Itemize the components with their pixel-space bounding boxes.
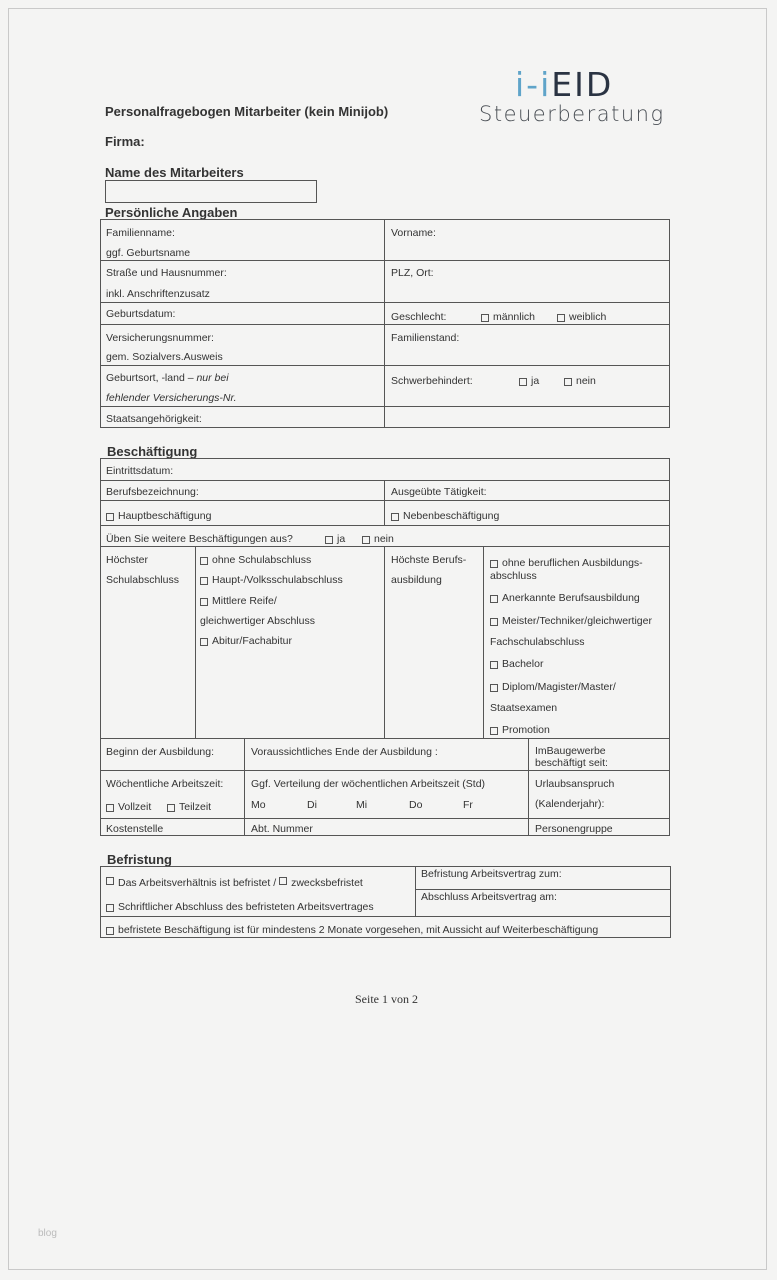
schwerbehindert-label: Schwerbehindert: — [391, 375, 473, 387]
staat-label: Staatsangehörigkeit: — [106, 413, 202, 425]
section-befristung: Befristung — [107, 852, 172, 867]
schule-option-mittlere-2: gleichwertiger Abschluss — [200, 615, 315, 627]
familienstand-label: Familienstand: — [391, 332, 460, 344]
taetigkeit-label: Ausgeübte Tätigkeit: — [391, 486, 487, 498]
ausbildung-option-diplom[interactable]: Diplom/Magister/Master/ — [490, 681, 616, 694]
employee-name-label: Name des Mitarbeiters — [105, 165, 244, 180]
befristet-option[interactable]: Das Arbeitsverhältnis ist befristet / zwecksbefristet — [106, 877, 363, 890]
plz-label: PLZ, Ort: — [391, 267, 434, 279]
ausbildung-option-bachelor[interactable]: Bachelor — [490, 658, 543, 671]
vertrag-zum-label: Befristung Arbeitsvertrag zum: — [421, 868, 562, 880]
weitere-ja[interactable]: ja — [325, 533, 345, 546]
personen-label: Personengruppe — [535, 823, 613, 835]
ausbildung-option-meister-2: Fachschulabschluss — [490, 636, 585, 648]
berufsausbildung-label-2: ausbildung — [391, 574, 442, 586]
employee-name-field[interactable] — [105, 180, 317, 203]
checkbox-icon — [490, 595, 498, 603]
abt-label: Abt. Nummer — [251, 823, 313, 835]
maennlich-option[interactable]: männlich — [481, 311, 535, 324]
weitere-nein[interactable]: nein — [362, 533, 394, 546]
versicherung-label: Versicherungsnummer: — [106, 332, 214, 344]
checkbox-icon — [490, 618, 498, 626]
section-personal: Persönliche Angaben — [105, 205, 238, 220]
checkbox-icon — [391, 513, 399, 521]
beginn-label: Beginn der Ausbildung: — [106, 746, 214, 758]
bau-label-2: beschäftigt seit: — [535, 757, 608, 769]
familienname-label: Familienname: — [106, 227, 175, 239]
urlaub-label-2: (Kalenderjahr): — [535, 798, 605, 810]
ausbildung-option-ohne[interactable]: ohne beruflichen Ausbildungs- — [490, 557, 643, 570]
ausbildung-option-diplom-2: Staatsexamen — [490, 702, 558, 714]
schule-option-haupt[interactable]: Haupt-/Volksschulabschluss — [200, 574, 343, 587]
schule-option-abitur[interactable]: Abitur/Fachabitur — [200, 635, 292, 648]
verteilung-label: Ggf. Verteilung der wöchentlichen Arbeitszeit (Std) — [251, 778, 486, 790]
weitere-label: Üben Sie weitere Beschäftigungen aus? — [106, 533, 293, 545]
checkbox-icon — [279, 877, 287, 885]
day-fr: Fr — [463, 799, 473, 811]
ausbildung-option-anerkannt[interactable]: Anerkannte Berufsausbildung — [490, 592, 640, 605]
geburtsname-label: ggf. Geburtsname — [106, 247, 191, 259]
checkbox-icon — [200, 638, 208, 646]
schwerbehindert-ja[interactable]: ja — [519, 375, 539, 388]
checkbox-icon — [481, 314, 489, 322]
schwerbehindert-nein[interactable]: nein — [564, 375, 596, 388]
checkbox-icon — [519, 378, 527, 386]
ausbildung-option-promotion[interactable]: Promotion — [490, 724, 550, 737]
geburtsort-label: Geburtsort, -land – nur bei — [106, 372, 229, 384]
page-number: Seite 1 von 2 — [355, 992, 418, 1006]
ende-label: Voraussichtliches Ende der Ausbildung : — [251, 746, 438, 758]
sozialvers-label: gem. Sozialvers.Ausweis — [106, 351, 223, 363]
schriftlich-option[interactable]: Schriftlicher Abschluss des befristeten Arbeitsvertrages — [106, 901, 374, 914]
schule-label-1: Höchster — [106, 554, 149, 566]
berufsausbildung-label-1: Höchste Berufs- — [391, 554, 467, 566]
geburtsdatum-label: Geburtsdatum: — [106, 308, 176, 320]
checkbox-icon — [167, 804, 175, 812]
checkbox-icon — [106, 927, 114, 935]
ausbildung-option-ohne-2: abschluss — [490, 570, 537, 582]
checkbox-icon — [106, 804, 114, 812]
logo-brand-part2: EID — [551, 65, 614, 104]
abschluss-am-label: Abschluss Arbeitsvertrag am: — [421, 891, 557, 903]
checkbox-icon — [200, 577, 208, 585]
day-di: Di — [307, 799, 317, 811]
checkbox-icon — [490, 727, 498, 735]
eintritt-label: Eintrittsdatum: — [106, 465, 174, 477]
form-title: Personalfragebogen Mitarbeiter (kein Minijob) — [105, 104, 389, 119]
vollzeit-option[interactable]: Vollzeit — [106, 801, 151, 814]
weiblich-option[interactable]: weiblich — [557, 311, 606, 324]
checkbox-icon — [490, 661, 498, 669]
day-do: Do — [409, 799, 423, 811]
anschrift-label: inkl. Anschriftenzusatz — [106, 288, 210, 300]
strasse-label: Straße und Hausnummer: — [106, 267, 227, 279]
schule-label-2: Schulabschluss — [106, 574, 179, 586]
checkbox-icon — [564, 378, 572, 386]
firma-label: Firma: — [105, 134, 145, 149]
checkbox-icon — [490, 560, 498, 568]
watermark: blog — [38, 1228, 57, 1239]
haupt-option[interactable]: Hauptbeschäftigung — [106, 510, 211, 523]
checkbox-icon — [200, 557, 208, 565]
checkbox-icon — [362, 536, 370, 544]
woche-label: Wöchentliche Arbeitszeit: — [106, 778, 224, 790]
checkbox-icon — [106, 904, 114, 912]
checkbox-icon — [106, 877, 114, 885]
schule-option-mittlere[interactable]: Mittlere Reife/ — [200, 595, 277, 608]
fehlender-label: fehlender Versicherungs-Nr. — [106, 392, 237, 404]
day-mo: Mo — [251, 799, 266, 811]
logo — [515, 65, 614, 104]
urlaub-label-1: Urlaubsanspruch — [535, 778, 615, 790]
neben-option[interactable]: Nebenbeschäftigung — [391, 510, 499, 523]
logo-subtitle: Steuerberatung — [479, 102, 665, 126]
checkbox-icon — [557, 314, 565, 322]
checkbox-icon — [490, 684, 498, 692]
kosten-label: Kostenstelle — [106, 823, 164, 835]
checkbox-icon — [106, 513, 114, 521]
mindestens-option[interactable]: befristete Beschäftigung ist für mindestens 2 Monate vorgesehen, mit Aussicht auf Weiterbeschäftigung — [106, 924, 598, 937]
checkbox-icon — [325, 536, 333, 544]
ausbildung-option-meister[interactable]: Meister/Techniker/gleichwertiger — [490, 615, 652, 628]
schule-option-ohne[interactable]: ohne Schulabschluss — [200, 554, 311, 567]
section-employment: Beschäftigung — [107, 444, 198, 459]
beruf-label: Berufsbezeichnung: — [106, 486, 199, 498]
checkbox-icon — [200, 598, 208, 606]
geschlecht-label: Geschlecht: — [391, 311, 447, 323]
bau-label-1: ImBaugewerbe — [535, 745, 606, 757]
logo-brand-part1: i-i — [515, 65, 552, 104]
day-mi: Mi — [356, 799, 368, 811]
vorname-label: Vorname: — [391, 227, 436, 239]
teilzeit-option[interactable]: Teilzeit — [167, 801, 211, 814]
